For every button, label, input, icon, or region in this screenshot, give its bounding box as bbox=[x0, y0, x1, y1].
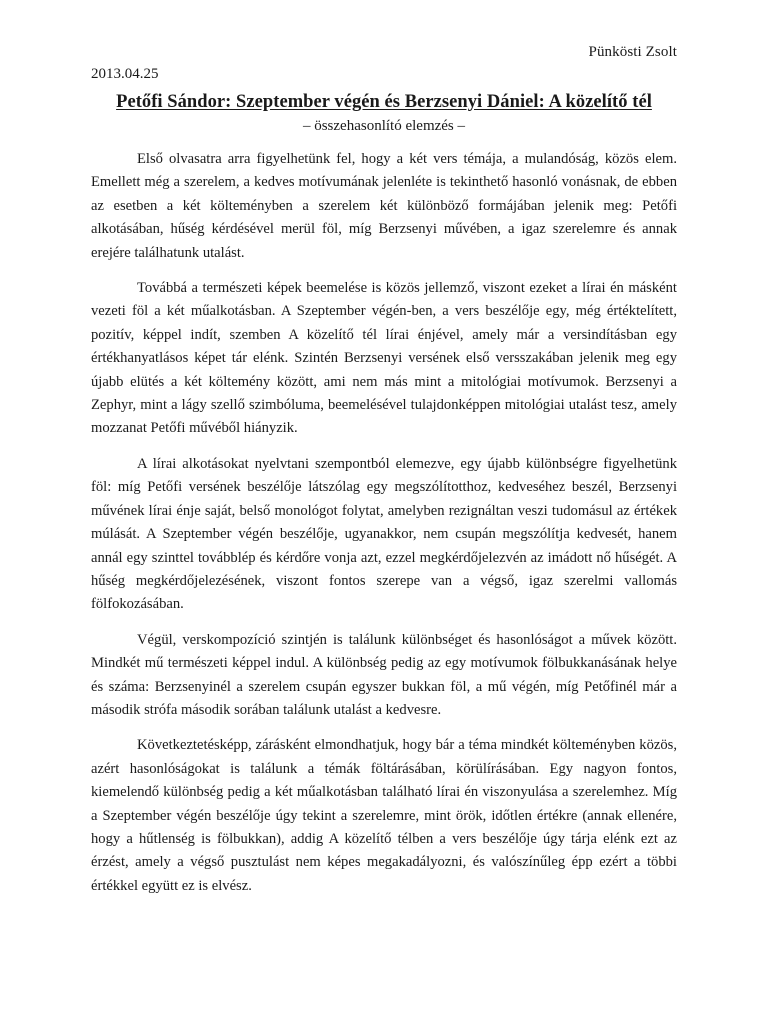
paragraph-1: Első olvasatra arra figyelhetünk fel, hogy a két vers témája, a mulandóság, közös elem. Emellett még a szerelem, a kedves motívumának jelenléte is tekinthető hasonló vonásnak, de ebben az esetben a két költeményben a szerelem két különböző formájában jelenik meg: Petőfi alkotásában, hűség kérdésével merül föl, míg Berzsenyi művében, a igaz szerelemre és annak erejére találhatunk utalást. bbox=[91, 151, 677, 261]
document-body bbox=[91, 148, 677, 910]
paragraph-3: A lírai alkotásokat nyelvtani szempontból elemezve, egy újabb különbségre figyelhetünk föl: míg Petőfi versének beszélője látszólag egy megszólítotthoz, kedveséhez beszél, Berzsenyi művének lírai énje saját, belső monológot folytat, amelyben rezignáltan veszi tudomásul az értékek múlását. A Szeptember végén beszélője, ugyanakkor, nem csupán megszólítja kedvesét, hanem annál egy szinttel továbblép és kérdőre vonja azt, ezzel megkérdőjelezvén az imádott nő hűségét. A hűség megkérdőjelezésének, viszont fontos szerepe van a végső, igaz szerelmi vallomás fölfokozásában. bbox=[91, 455, 677, 613]
paragraph-2: Továbbá a természeti képek beemelése is közös jellemző, viszont ezeket a lírai én másként vezeti föl a két műalkotásban. A Szeptember végén-ben, a vers beszélője egy, még értéktelített, pozitív, képpel indít, szemben A közelítő tél lírai énjével, amely már a versindításban egy értékhanyatlásos képet tár elénk. Szintén Berzsenyi versének első versszakában jelenik meg egy újabb elütés a két költemény között, ami nem más mint a mitológiai motívumok. Berzsenyi a Zephyr, mint a lágy szellő szimbóluma, beemelésével tulajdonképpen mitológiai utalást tesz, amely mozzanat Petőfi művéből hiányzik. bbox=[91, 280, 677, 437]
paragraph-4: Végül, verskompozíció szintjén is találunk különbséget és hasonlóságot a művek között. Mindkét mű természeti képpel indul. A különbség pedig az egy motívumok fölbukkanásának helye és száma: Berzsenyinél a szerelem csupán egyszer bukkan föl, a mű végén, míg Petőfinél már a második strófa második sorában találunk utalást a kedvesre. bbox=[91, 631, 677, 718]
document-date: 2013.04.25 bbox=[91, 66, 159, 82]
paragraph-5: Következtetésképp, zárásként elmondhatjuk, hogy bár a téma mindkét költeményben közös, azért hasonlóságokat is találunk a témák föltárásában, körülírásában. Egy nagyon fontos, kiemelendő különbség pedig a két műalkotásban található lírai én viszonyulása a szerelemhez. Míg a Szeptember végén beszélője úgy tekint a szerelemre, mint örök, időtlen értékre (annak ellenére, hogy a hűtlenség is fölbukkan), addig A közelítő télben a vers beszélője úgy tárja elénk ezt az érzést, amely a végső pusztulást nem képes megakadályozni, és valószínűleg épp ezért a többi értékkel együtt ez is elvész. bbox=[91, 737, 677, 894]
document-subtitle: – összehasonlító elemzés – bbox=[302, 118, 466, 134]
author-name: Pünkösti Zsolt bbox=[588, 44, 677, 60]
document-title: Petőfi Sándor: Szeptember végén és Berzsenyi Dániel: A közelítő tél bbox=[116, 92, 652, 112]
